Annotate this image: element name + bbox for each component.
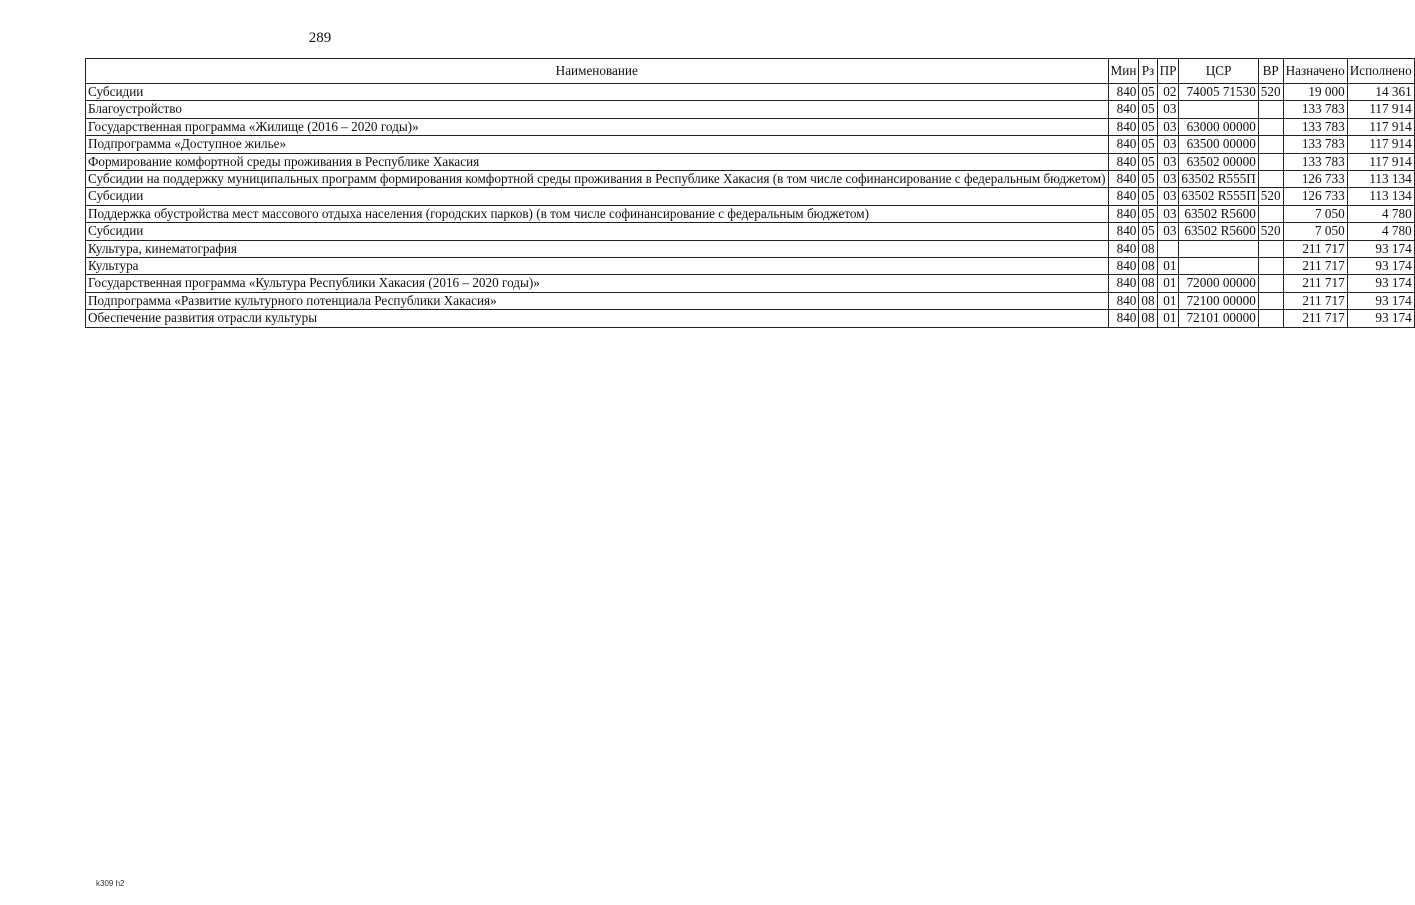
header-rz: Рз: [1139, 59, 1157, 84]
row-min: 840: [1108, 153, 1139, 170]
row-executed: 93 174: [1347, 310, 1414, 327]
row-min: 840: [1108, 310, 1139, 327]
row-assigned: 211 717: [1283, 292, 1347, 309]
row-executed: 93 174: [1347, 292, 1414, 309]
table-body: [86, 84, 1415, 328]
budget-table: [85, 58, 1415, 328]
table-row: [86, 240, 1415, 257]
row-pr: 03: [1157, 153, 1179, 170]
row-assigned: 211 717: [1283, 258, 1347, 275]
row-vr: [1258, 101, 1283, 118]
row-executed: 113 134: [1347, 188, 1414, 205]
row-csr: [1179, 240, 1258, 257]
row-assigned: 133 783: [1283, 101, 1347, 118]
row-csr: 63502 00000: [1179, 153, 1258, 170]
row-assigned: 211 717: [1283, 240, 1347, 257]
row-name: Субсидии на поддержку муниципальных программ формирования комфортной среды проживания в Республике Хакасия (в том числе софинансирование с федеральным бюджетом): [86, 171, 1109, 188]
header-vr: ВР: [1258, 59, 1283, 84]
row-assigned: 7 050: [1283, 223, 1347, 240]
row-min: 840: [1108, 240, 1139, 257]
row-name: Подпрограмма «Развитие культурного потенциала Республики Хакасия»: [86, 292, 1109, 309]
row-rz: 05: [1139, 153, 1157, 170]
row-assigned: 126 733: [1283, 171, 1347, 188]
row-csr: 63502 R555П: [1179, 188, 1258, 205]
row-executed: 117 914: [1347, 153, 1414, 170]
row-pr: 03: [1157, 223, 1179, 240]
row-assigned: 126 733: [1283, 188, 1347, 205]
header-name: Наименование: [86, 59, 1109, 84]
row-name: Государственная программа «Культура Республики Хакасия (2016 – 2020 годы)»: [86, 275, 1109, 292]
row-executed: 4 780: [1347, 223, 1414, 240]
row-pr: 03: [1157, 136, 1179, 153]
row-executed: 4 780: [1347, 205, 1414, 222]
row-vr: [1258, 258, 1283, 275]
table-row: [86, 153, 1415, 170]
table-row: [86, 258, 1415, 275]
row-assigned: 133 783: [1283, 136, 1347, 153]
row-csr: 63502 R5600: [1179, 205, 1258, 222]
row-executed: 93 174: [1347, 258, 1414, 275]
table-row: [86, 118, 1415, 135]
row-assigned: 133 783: [1283, 118, 1347, 135]
row-pr: [1157, 240, 1179, 257]
row-executed: 14 361: [1347, 84, 1414, 101]
row-min: 840: [1108, 275, 1139, 292]
row-executed: 117 914: [1347, 118, 1414, 135]
row-csr: 63502 R5600: [1179, 223, 1258, 240]
row-assigned: 211 717: [1283, 310, 1347, 327]
header-min: Мин: [1108, 59, 1139, 84]
row-rz: 05: [1139, 101, 1157, 118]
row-rz: 08: [1139, 310, 1157, 327]
row-vr: [1258, 171, 1283, 188]
row-rz: 05: [1139, 205, 1157, 222]
table-row: [86, 171, 1415, 188]
table-row: [86, 223, 1415, 240]
row-executed: 117 914: [1347, 101, 1414, 118]
row-assigned: 133 783: [1283, 153, 1347, 170]
row-rz: 08: [1139, 240, 1157, 257]
header-csr: ЦСР: [1179, 59, 1258, 84]
row-rz: 05: [1139, 84, 1157, 101]
row-min: 840: [1108, 223, 1139, 240]
table-row: [86, 205, 1415, 222]
row-name: Субсидии: [86, 84, 1109, 101]
table-row: [86, 275, 1415, 292]
row-vr: [1258, 136, 1283, 153]
row-name: Обеспечение развития отрасли культуры: [86, 310, 1109, 327]
row-name: Субсидии: [86, 188, 1109, 205]
header-assigned: Назначено: [1283, 59, 1347, 84]
row-min: 840: [1108, 205, 1139, 222]
row-rz: 05: [1139, 136, 1157, 153]
row-rz: 05: [1139, 118, 1157, 135]
row-min: 840: [1108, 188, 1139, 205]
page-number: 289: [308, 30, 332, 46]
table-row: [86, 136, 1415, 153]
row-pr: 01: [1157, 258, 1179, 275]
row-vr: [1258, 292, 1283, 309]
row-min: 840: [1108, 171, 1139, 188]
row-vr: [1258, 205, 1283, 222]
row-name: Культура: [86, 258, 1109, 275]
row-assigned: 7 050: [1283, 205, 1347, 222]
table-header-row: [86, 59, 1415, 84]
header-pr: ПР: [1157, 59, 1179, 84]
table-row: [86, 188, 1415, 205]
row-pr: 01: [1157, 275, 1179, 292]
row-vr: [1258, 153, 1283, 170]
row-vr: [1258, 240, 1283, 257]
row-assigned: 211 717: [1283, 275, 1347, 292]
row-csr: 63502 R555П: [1179, 171, 1258, 188]
row-csr: 63000 00000: [1179, 118, 1258, 135]
row-rz: 05: [1139, 171, 1157, 188]
row-min: 840: [1108, 118, 1139, 135]
row-csr: [1179, 101, 1258, 118]
row-csr: 63500 00000: [1179, 136, 1258, 153]
table-row: [86, 84, 1415, 101]
row-csr: [1179, 258, 1258, 275]
row-vr: 520: [1258, 223, 1283, 240]
row-csr: 72100 00000: [1179, 292, 1258, 309]
row-vr: 520: [1258, 188, 1283, 205]
row-name: Формирование комфортной среды проживания в Республике Хакасия: [86, 153, 1109, 170]
row-pr: 03: [1157, 205, 1179, 222]
row-name: Поддержка обустройства мест массового отдыха населения (городских парков) (в том числе софинансирование с федеральным бюджетом): [86, 205, 1109, 222]
row-executed: 117 914: [1347, 136, 1414, 153]
row-pr: 02: [1157, 84, 1179, 101]
row-csr: 72101 00000: [1179, 310, 1258, 327]
row-pr: 03: [1157, 171, 1179, 188]
row-rz: 08: [1139, 292, 1157, 309]
row-min: 840: [1108, 136, 1139, 153]
row-rz: 05: [1139, 223, 1157, 240]
row-csr: 74005 71530: [1179, 84, 1258, 101]
row-min: 840: [1108, 101, 1139, 118]
row-pr: 03: [1157, 118, 1179, 135]
row-csr: 72000 00000: [1179, 275, 1258, 292]
row-pr: 01: [1157, 310, 1179, 327]
table-row: [86, 101, 1415, 118]
row-rz: 05: [1139, 188, 1157, 205]
row-name: Благоустройство: [86, 101, 1109, 118]
row-vr: [1258, 310, 1283, 327]
row-rz: 08: [1139, 258, 1157, 275]
row-vr: [1258, 118, 1283, 135]
row-name: Подпрограмма «Доступное жилье»: [86, 136, 1109, 153]
row-name: Культура, кинематография: [86, 240, 1109, 257]
row-rz: 08: [1139, 275, 1157, 292]
row-name: Субсидии: [86, 223, 1109, 240]
row-pr: 03: [1157, 188, 1179, 205]
table-row: [86, 292, 1415, 309]
row-executed: 93 174: [1347, 275, 1414, 292]
table-row: [86, 310, 1415, 327]
row-pr: 03: [1157, 101, 1179, 118]
row-vr: 520: [1258, 84, 1283, 101]
footer-code: k309 h2: [96, 879, 125, 888]
row-min: 840: [1108, 258, 1139, 275]
row-min: 840: [1108, 292, 1139, 309]
header-executed: Исполнено: [1347, 59, 1414, 84]
row-name: Государственная программа «Жилище (2016 – 2020 годы)»: [86, 118, 1109, 135]
row-assigned: 19 000: [1283, 84, 1347, 101]
row-pr: 01: [1157, 292, 1179, 309]
row-executed: 93 174: [1347, 240, 1414, 257]
row-executed: 113 134: [1347, 171, 1414, 188]
row-vr: [1258, 275, 1283, 292]
row-min: 840: [1108, 84, 1139, 101]
